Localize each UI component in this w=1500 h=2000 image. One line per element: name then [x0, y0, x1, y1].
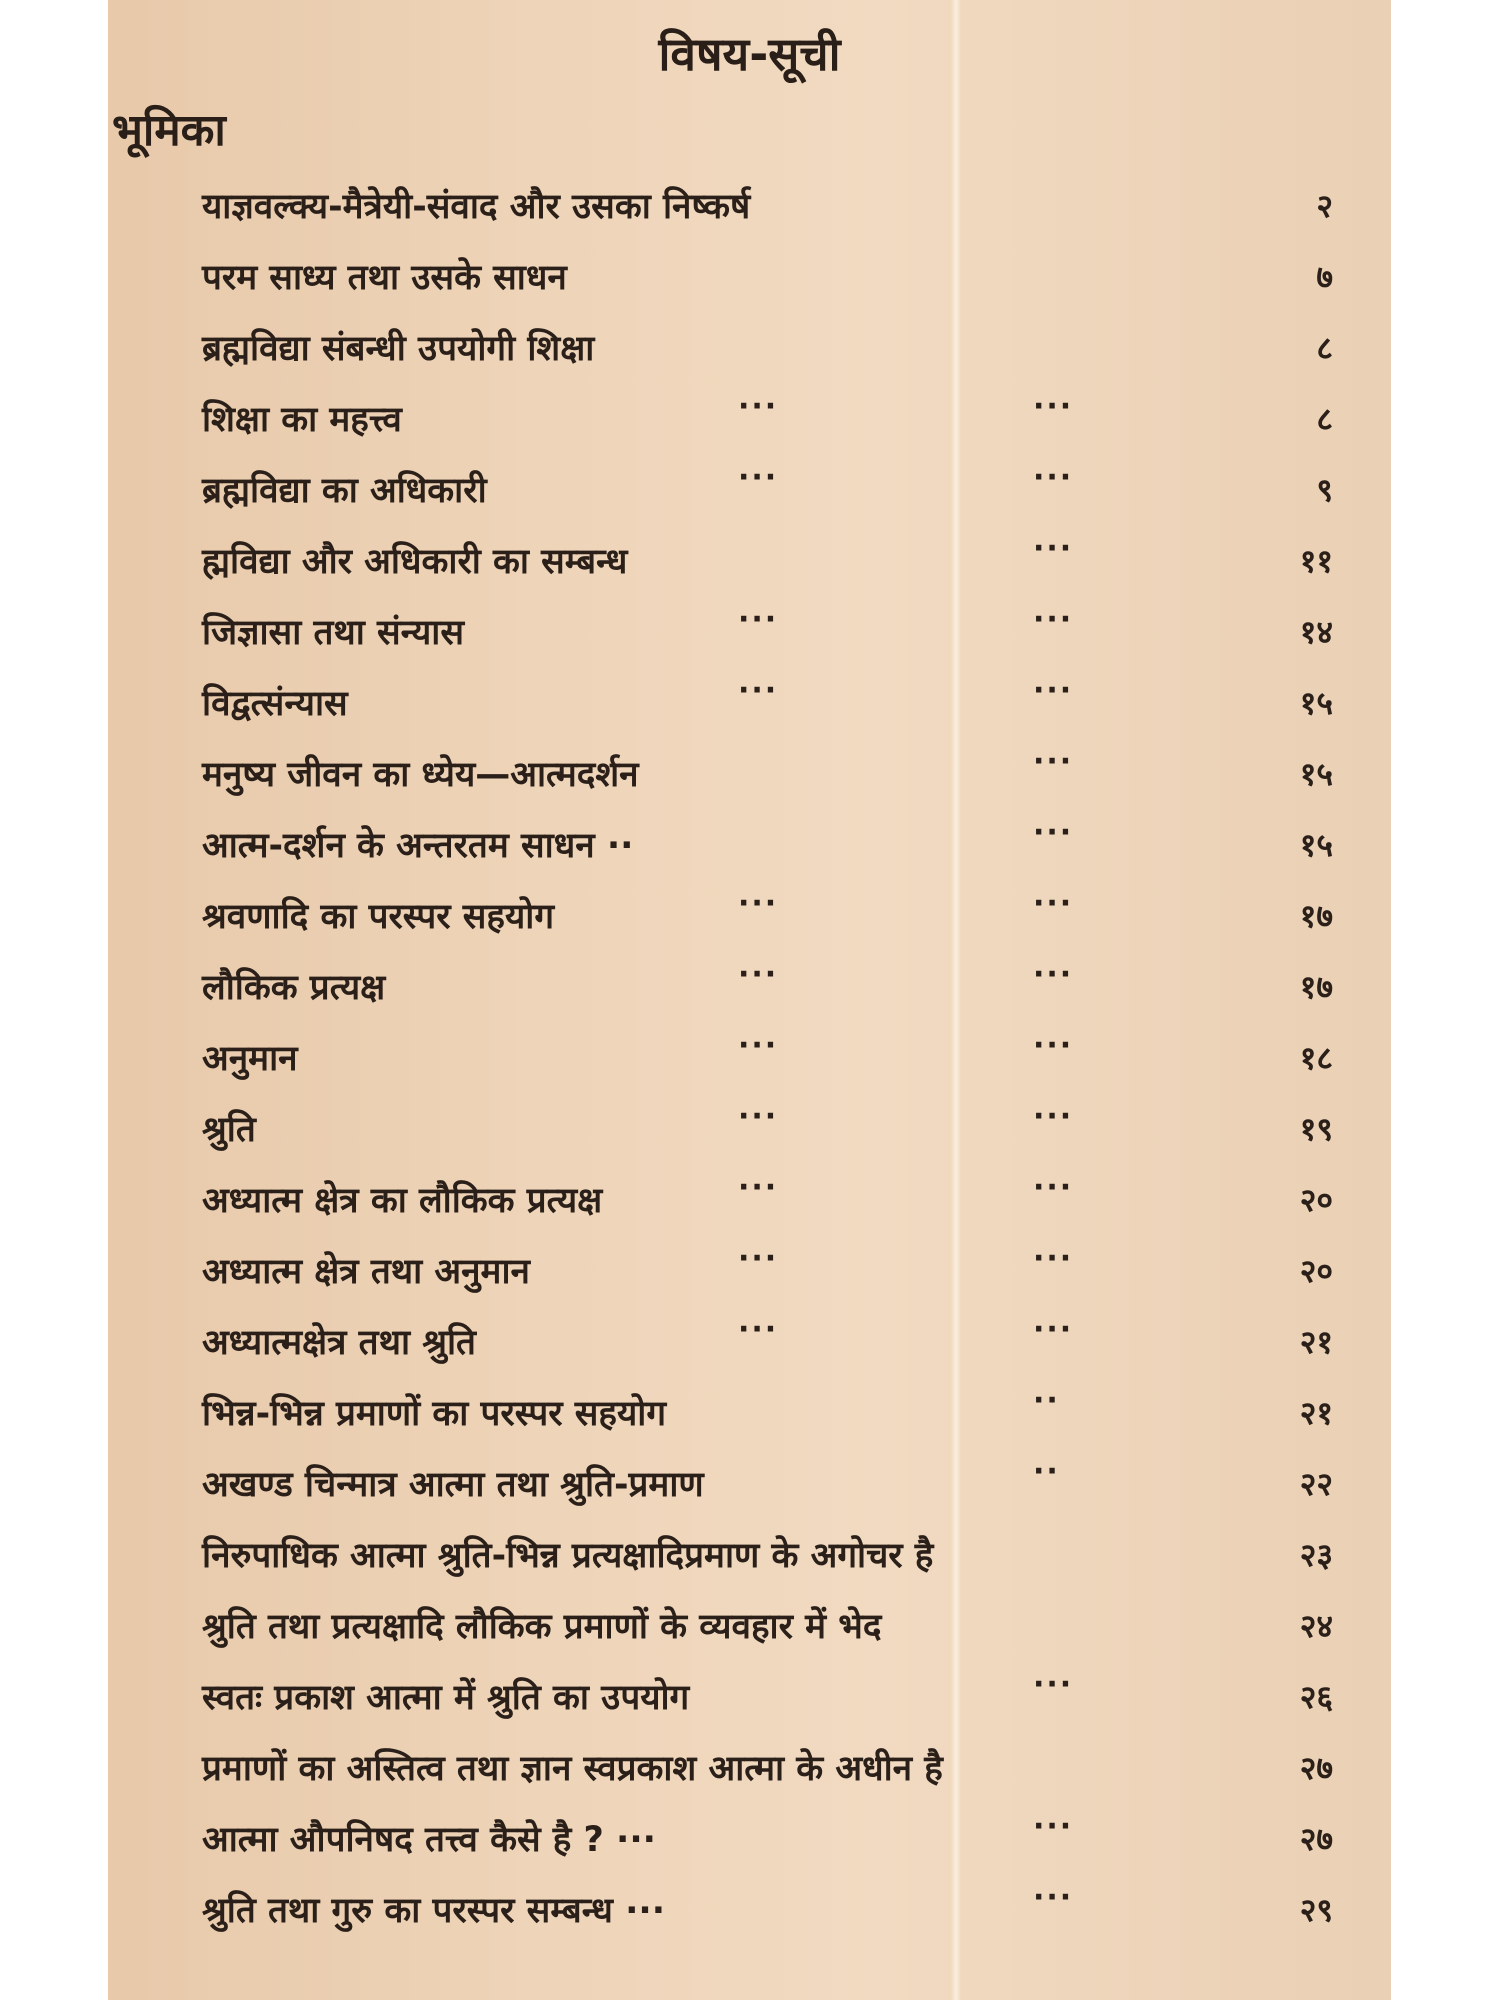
toc-page-number: ७ [1316, 258, 1333, 296]
toc-row [108, 1454, 1391, 1520]
toc-entry-title: याज्ञवल्क्य-मैत्रेयी-संवाद और उसका निष्कर्ष [202, 187, 751, 227]
toc-leader-dots: ··· [738, 957, 779, 992]
toc-leader-dots: ··· [1033, 1099, 1074, 1134]
toc-page-number: २४ [1299, 1607, 1333, 1645]
toc-row [108, 1241, 1391, 1307]
page-title: विषय-सूची [658, 27, 841, 81]
toc-entry-title: ब्रह्मविद्या का अधिकारी [202, 471, 487, 511]
toc-leader-dots: ··· [1033, 957, 1074, 992]
toc-row [108, 886, 1391, 952]
toc-leader-dots: ··· [1033, 1880, 1074, 1915]
toc-leader-dots: ··· [1033, 886, 1074, 921]
toc-entry-title: विद्वत्संन्यास [202, 684, 348, 724]
toc-row [108, 673, 1391, 739]
toc-page-number: २१ [1299, 1323, 1333, 1361]
toc-entry-title: श्रवणादि का परस्पर सहयोग [202, 897, 555, 937]
toc-row [108, 182, 1391, 242]
toc-entry-title: लौकिक प्रत्यक्ष [202, 968, 386, 1008]
toc-entry-title: श्रुति तथा प्रत्यक्षादि लौकिक प्रमाणों के व्यवहार में भेद [202, 1607, 882, 1647]
toc-page-number: २० [1299, 1252, 1333, 1290]
table-of-contents [108, 0, 1391, 2000]
toc-row [108, 389, 1391, 455]
toc-entry-title: आत्मा औपनिषद तत्त्व कैसे है ? ··· [202, 1820, 656, 1860]
toc-row [108, 1602, 1391, 1662]
toc-page-number: २ [1316, 187, 1333, 225]
toc-entry-title: श्रुति [202, 1110, 256, 1150]
toc-leader-dots: ··· [738, 1170, 779, 1205]
toc-leader-dots: ··· [738, 1099, 779, 1134]
toc-page-number: ११ [1299, 542, 1333, 580]
toc-entry-title: आत्म-दर्शन के अन्तरतम साधन ·· [202, 826, 634, 866]
toc-leader-dots: ··· [1033, 1312, 1074, 1347]
toc-leader-dots: ··· [738, 1241, 779, 1276]
toc-page-number: १९ [1299, 1110, 1333, 1148]
toc-page-number: ९ [1316, 471, 1333, 509]
toc-page-number: १८ [1299, 1039, 1333, 1077]
section-heading: भूमिका [112, 105, 226, 156]
book-page [108, 0, 1391, 2000]
toc-page-number: २७ [1299, 1820, 1333, 1858]
toc-entry-title: ह्मविद्या और अधिकारी का सम्बन्ध [202, 542, 628, 582]
toc-page-number: २१ [1299, 1394, 1333, 1432]
toc-leader-dots: ··· [1033, 673, 1074, 708]
toc-leader-dots: ··· [1033, 531, 1074, 566]
toc-page-number: १५ [1299, 826, 1333, 864]
toc-leader-dots: ·· [1033, 1383, 1060, 1418]
toc-entry-title: परम साध्य तथा उसके साधन [202, 258, 567, 298]
toc-row [108, 253, 1391, 313]
toc-leader-dots: ··· [1033, 1241, 1074, 1276]
toc-leader-dots: ··· [1033, 1170, 1074, 1205]
toc-entry-title: स्वतः प्रकाश आत्मा में श्रुति का उपयोग [202, 1678, 690, 1718]
toc-row [108, 531, 1391, 597]
toc-entry-title: अध्यात्मक्षेत्र तथा श्रुति [202, 1323, 476, 1363]
toc-row [108, 1099, 1391, 1165]
toc-entry-title: भिन्न-भिन्न प्रमाणों का परस्पर सहयोग [202, 1394, 667, 1434]
toc-page-number: १५ [1299, 684, 1333, 722]
toc-row [108, 1880, 1391, 1946]
toc-row [108, 744, 1391, 810]
toc-entry-title: जिज्ञासा तथा संन्यास [202, 613, 465, 653]
toc-page-number: २७ [1299, 1749, 1333, 1787]
toc-entry-title: अनुमान [202, 1039, 298, 1079]
toc-page-number: २३ [1299, 1536, 1333, 1574]
toc-row [108, 602, 1391, 668]
toc-leader-dots: ·· [1033, 1454, 1060, 1489]
toc-entry-title: ब्रह्मविद्या संबन्धी उपयोगी शिक्षा [202, 329, 595, 369]
toc-page-number: ८ [1316, 400, 1333, 438]
toc-page-number: १७ [1299, 968, 1333, 1006]
toc-row [108, 957, 1391, 1023]
toc-page-number: २६ [1299, 1678, 1333, 1716]
toc-entry-title: निरुपाधिक आत्मा श्रुति-भिन्न प्रत्यक्षादिप्रमाण के अगोचर है [202, 1536, 934, 1576]
toc-entry-title: अध्यात्म क्षेत्र तथा अनुमान [202, 1252, 530, 1292]
toc-page-number: २२ [1299, 1465, 1333, 1503]
toc-entry-title: शिक्षा का महत्त्व [202, 400, 402, 440]
toc-leader-dots: ··· [738, 1028, 779, 1063]
toc-row [108, 324, 1391, 384]
toc-page-number: २९ [1299, 1891, 1333, 1929]
toc-leader-dots: ··· [738, 1312, 779, 1347]
toc-page-number: १५ [1299, 755, 1333, 793]
toc-leader-dots: ··· [738, 460, 779, 495]
toc-row [108, 1667, 1391, 1733]
toc-row [108, 815, 1391, 881]
toc-row [108, 1809, 1391, 1875]
toc-row [108, 460, 1391, 526]
toc-row [108, 1531, 1391, 1591]
toc-leader-dots: ··· [1033, 389, 1074, 424]
toc-entry-title: अध्यात्म क्षेत्र का लौकिक प्रत्यक्ष [202, 1181, 603, 1221]
toc-leader-dots: ··· [1033, 602, 1074, 637]
toc-row [108, 1170, 1391, 1236]
toc-entry-title: अखण्ड चिन्मात्र आत्मा तथा श्रुति-प्रमाण [202, 1465, 704, 1505]
toc-page-number: १७ [1299, 897, 1333, 935]
toc-leader-dots: ··· [738, 389, 779, 424]
toc-leader-dots: ··· [1033, 1028, 1074, 1063]
toc-leader-dots: ··· [1033, 744, 1074, 779]
toc-leader-dots: ··· [738, 673, 779, 708]
toc-leader-dots: ··· [1033, 460, 1074, 495]
toc-leader-dots: ··· [1033, 815, 1074, 850]
toc-entry-title: प्रमाणों का अस्तित्व तथा ज्ञान स्वप्रकाश आत्मा के अधीन है [202, 1749, 943, 1789]
toc-page-number: २० [1299, 1181, 1333, 1219]
toc-page-number: १४ [1299, 613, 1333, 651]
toc-row [108, 1383, 1391, 1449]
toc-row [108, 1744, 1391, 1804]
toc-entry-title: मनुष्य जीवन का ध्येय—आत्मदर्शन [202, 755, 639, 795]
toc-leader-dots: ··· [738, 602, 779, 637]
toc-entry-title: श्रुति तथा गुरु का परस्पर सम्बन्ध ··· [202, 1891, 665, 1931]
toc-leader-dots: ··· [1033, 1667, 1074, 1702]
toc-row [108, 1312, 1391, 1378]
toc-leader-dots: ··· [1033, 1809, 1074, 1844]
toc-row [108, 1028, 1391, 1094]
toc-leader-dots: ··· [738, 886, 779, 921]
toc-page-number: ८ [1316, 329, 1333, 367]
